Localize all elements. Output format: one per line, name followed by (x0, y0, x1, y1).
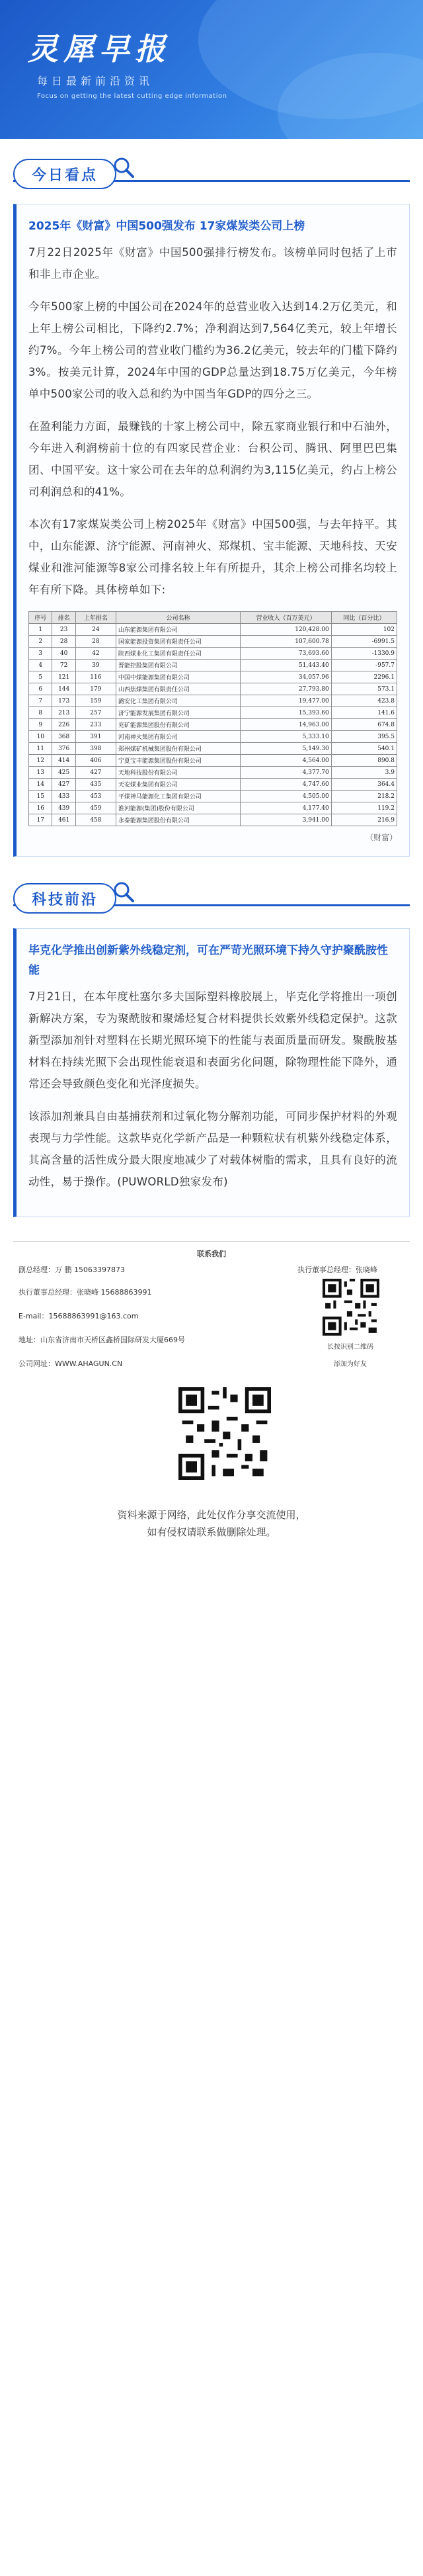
table-body (29, 624, 397, 826)
magnifier-icon (112, 880, 135, 903)
table-cell: 391 (75, 731, 116, 743)
table-cell: 郑州煤矿机械集团股份有限公司 (116, 743, 240, 755)
banner-subtitle: 每日最新前沿资讯 (37, 75, 154, 87)
table-cell: 120,428.00 (241, 624, 331, 636)
table-row (29, 814, 397, 826)
table-row (29, 802, 397, 814)
table-row (29, 624, 397, 636)
column-header: 序号 (29, 612, 52, 624)
table-cell: 14 (29, 779, 52, 791)
column-header: 公司名称 (116, 612, 240, 624)
table-cell: 14,963.00 (241, 719, 331, 731)
table-cell: 364.4 (331, 779, 397, 791)
table-cell: 461 (52, 814, 75, 826)
table-cell: 213 (52, 707, 75, 719)
table-cell: 5,149.30 (241, 743, 331, 755)
table-cell: 414 (52, 755, 75, 767)
table-cell: 山东能源集团有限公司 (116, 624, 240, 636)
table-cell: 121 (52, 671, 75, 683)
table-cell: 7 (29, 695, 52, 707)
banner-title: 灵犀早报 (28, 31, 171, 67)
table-cell: 406 (75, 755, 116, 767)
table-cell: 890.8 (331, 755, 397, 767)
column-header: 排名 (52, 612, 75, 624)
table-cell: 439 (52, 802, 75, 814)
table-cell: 平煤神马能源化工集团有限公司 (116, 791, 240, 802)
table-cell: 济宁能源发展集团有限公司 (116, 707, 240, 719)
table-cell: 73,693.60 (241, 648, 331, 660)
table-cell: 226 (52, 719, 75, 731)
table-row (29, 767, 397, 779)
table-cell: 5,333.10 (241, 731, 331, 743)
table-cell: 2296.1 (331, 671, 397, 683)
table-cell: 8 (29, 707, 52, 719)
table-cell: 27,793.80 (241, 683, 331, 695)
table-cell: 459 (75, 802, 116, 814)
table-row (29, 791, 397, 802)
footer-title: 联系我们 (197, 1250, 226, 1258)
table-cell: 4,505.00 (241, 791, 331, 802)
table-cell: 河南神火集团有限公司 (116, 731, 240, 743)
table-cell: 16 (29, 802, 52, 814)
table-cell: 宁夏宝丰能源集团股份有限公司 (116, 755, 240, 767)
article-paragraph: 7月22日2025年《财富》中国500强排行榜发布。该榜单同时包括了上市和非上市企业。 (28, 246, 397, 280)
table-cell: 4,177.40 (241, 802, 331, 814)
table-cell: 40 (52, 648, 75, 660)
article-paragraph: 7月21日，在本年度杜塞尔多夫国际塑料橡胶展上，毕克化学将推出一项创新解决方案，专为聚酰胺和聚烯烃复合材料提供长效紫外线稳定保护。这款新型添加剂针对塑料在长期光照环境下的性能与表面质量而研发。聚酰胺基材料在持续光照下会出现性能衰退和表面劣化问题，除物理性能下降外，通常还会导致颜色变化和光泽度损失。 (28, 990, 397, 1090)
contact-line: 执行董事总经理：张晓峰 15688863991 (19, 1288, 152, 1297)
table-cell: -1330.9 (331, 648, 397, 660)
table-cell: 4 (29, 660, 52, 671)
contact-line: 副总经理：万 鹏 15063397873 (19, 1266, 125, 1274)
table-cell: 陕西煤业化工集团有限责任公司 (116, 648, 240, 660)
table-cell: 425 (52, 767, 75, 779)
table-row (29, 683, 397, 695)
table-cell: 395.5 (331, 731, 397, 743)
table-cell: 3 (29, 648, 52, 660)
footer-contact (13, 1241, 410, 1565)
table-cell: 19,477.00 (241, 695, 331, 707)
table-cell: 淮河能源(集团)股份有限公司 (116, 802, 240, 814)
section-label-today (13, 159, 116, 189)
table-cell: 159 (75, 695, 116, 707)
table-cell: 540.1 (331, 743, 397, 755)
table-cell: 42 (75, 648, 116, 660)
table-cell: 173 (52, 695, 75, 707)
table-row (29, 743, 397, 755)
notice-line: 如有侵权请联系做删除处理。 (147, 1526, 276, 1538)
ranking-table (28, 611, 397, 826)
table-cell: 12 (29, 755, 52, 767)
table-cell: 4,564.00 (241, 755, 331, 767)
qr-caption: 添加为好友 (334, 1361, 367, 1368)
table-cell: 6 (29, 683, 52, 695)
section-header-today (13, 153, 410, 196)
table-cell: 573.1 (331, 683, 397, 695)
table-row (29, 648, 397, 660)
article-paragraph: 在盈利能力方面，最赚钱的十家上榜公司中，除五家商业银行和中石油外，今年进入利润榜前十位的有四家民营企业：台积公司、腾讯、阿里巴巴集团、中国平安。这十家公司在去年的总利润约为3,115亿美元，约占上榜公司利润总和的41%。 (28, 420, 397, 498)
table-cell: 376 (52, 743, 75, 755)
table-cell: 晋能控股集团有限公司 (116, 660, 240, 671)
table-cell: 423.8 (331, 695, 397, 707)
table-row (29, 636, 397, 648)
article-paragraph: 该添加剂兼具自由基捕获剂和过氧化物分解剂功能，可同步保护材料的外观表现与力学性能。这款毕克化学新产品是一种颗粒状有机紫外线稳定体系，其高含量的活性成分最大限度地减少了对载体树脂的需求，且具有良好的流动性，易于操作。(PUWORLD独家发布) (28, 1110, 397, 1188)
article-paragraph: 本次有17家煤炭类公司上榜2025年《财富》中国500强，与去年持平。其中，山东能源、济宁能源、河南神火、郑煤机、宝丰能源、天地科技、天安煤业和淮河能源等8家公司排名较上年有所提升，其余上榜公司排名均较上年有所下降。具体榜单如下: (28, 518, 397, 596)
article-title[interactable]: 2025年《财富》中国500强发布 17家煤炭类公司上榜 (28, 220, 305, 233)
table-cell: 216.9 (331, 814, 397, 826)
table-cell: 3.9 (331, 767, 397, 779)
table-row (29, 755, 397, 767)
table-cell: 兖矿能源集团股份有限公司 (116, 719, 240, 731)
table-cell: 144 (52, 683, 75, 695)
table-cell: 257 (75, 707, 116, 719)
table-cell: 28 (75, 636, 116, 648)
table-cell: -6991.5 (331, 636, 397, 648)
table-cell: 427 (52, 779, 75, 791)
table-cell: 2 (29, 636, 52, 648)
table-cell: 233 (75, 719, 116, 731)
contact-website[interactable]: 公司网址：WWW.AHAGUN.CN (19, 1359, 123, 1368)
table-header-row (29, 612, 397, 624)
table-cell: 107,600.78 (241, 636, 331, 648)
column-header: 同比（百分比） (331, 612, 397, 624)
article-paragraph: 今年500家上榜的中国公司在2024年的总营业收入达到14.2万亿美元，和上年上榜公司相比，下降约2.7%；净利润达到7,564亿美元，较上年增长约7%。今年上榜公司的营业收门槛约为36.2亿美元，较去年的门槛下降约3%。按美元计算，2024年中国的GDP总量达到18.75万亿美元，今年榜单中500家公司的收入总和约为中国当年GDP的四分之三。 (28, 300, 397, 400)
copyright-notice (13, 1506, 410, 1541)
contact-label-right: 执行董事总经理：张晓峰 (297, 1266, 377, 1274)
table-cell: 433 (52, 791, 75, 802)
table-cell: 34,057.96 (241, 671, 331, 683)
table-cell: 10 (29, 731, 52, 743)
table-cell: 17 (29, 814, 52, 826)
table-cell: 102 (331, 624, 397, 636)
table-cell: 116 (75, 671, 116, 683)
section-title: 今日看点 (32, 166, 98, 184)
column-header: 营业收入（百万美元） (241, 612, 331, 624)
section-title: 科技前沿 (32, 890, 98, 908)
table-cell: 4,377.70 (241, 767, 331, 779)
table-cell: 5 (29, 671, 52, 683)
table-cell: 39 (75, 660, 116, 671)
table-cell: 218.2 (331, 791, 397, 802)
table-cell: 51,443.40 (241, 660, 331, 671)
table-cell: 永泰能源集团股份有限公司 (116, 814, 240, 826)
table-cell: 潞安化工集团有限公司 (116, 695, 240, 707)
article-card-fortune (13, 204, 410, 857)
table-cell: 141.6 (331, 707, 397, 719)
table-cell: 11 (29, 743, 52, 755)
contact-address: 地址：山东省济南市天桥区鑫桥国际研发大厦669号 (19, 1336, 185, 1344)
table-cell: 山西焦煤集团有限责任公司 (116, 683, 240, 695)
table-cell: 天安煤业集团有限公司 (116, 779, 240, 791)
magnifier-icon (112, 156, 135, 179)
table-cell: 179 (75, 683, 116, 695)
column-header: 上年排名 (75, 612, 116, 624)
table-cell: 427 (75, 767, 116, 779)
table-cell: 1 (29, 624, 52, 636)
table-cell: 3,941.00 (241, 814, 331, 826)
table-cell: 458 (75, 814, 116, 826)
table-row (29, 779, 397, 791)
table-cell: 13 (29, 767, 52, 779)
table-cell: 15,393.60 (241, 707, 331, 719)
table-row (29, 660, 397, 671)
table-row (29, 695, 397, 707)
table-cell: 4,747.60 (241, 779, 331, 791)
table-cell: 435 (75, 779, 116, 791)
article-source: （财富） (365, 833, 397, 842)
qr-caption: 长按识别二维码 (327, 1344, 373, 1351)
notice-line: 资料来源于网络，此处仅作分享交流使用， (117, 1509, 306, 1521)
table-cell: 119.2 (331, 802, 397, 814)
section-header-tech (13, 878, 410, 920)
banner-english-tagline: Focus on getting the latest cutting edge information (37, 93, 227, 100)
table-cell: 中国中煤能源集团有限公司 (116, 671, 240, 683)
section-label-tech (13, 883, 116, 914)
table-row (29, 731, 397, 743)
table-cell: 368 (52, 731, 75, 743)
table-cell: 国家能源投资集团有限责任公司 (116, 636, 240, 648)
table-cell: -957.7 (331, 660, 397, 671)
article-card-byk (13, 928, 410, 1217)
table-cell: 28 (52, 636, 75, 648)
table-row (29, 671, 397, 683)
table-row (29, 707, 397, 719)
table-cell: 72 (52, 660, 75, 671)
wechat-qr-code[interactable] (323, 1279, 379, 1336)
contact-email[interactable]: E-mail：15688863991@163.com (19, 1312, 139, 1320)
table-cell: 674.8 (331, 719, 397, 731)
table-cell: 9 (29, 719, 52, 731)
table-row (29, 719, 397, 731)
table-cell: 23 (52, 624, 75, 636)
table-cell: 15 (29, 791, 52, 802)
table-cell: 398 (75, 743, 116, 755)
official-account-qr-code[interactable] (178, 1387, 271, 1480)
table-cell: 453 (75, 791, 116, 802)
header-banner (0, 0, 423, 139)
article-title[interactable]: 毕克化学推出创新紫外线稳定剂，可在严苛光照环境下持久守护聚酰胺性能 (28, 944, 388, 977)
table-cell: 天地科技股份有限公司 (116, 767, 240, 779)
table-cell: 24 (75, 624, 116, 636)
